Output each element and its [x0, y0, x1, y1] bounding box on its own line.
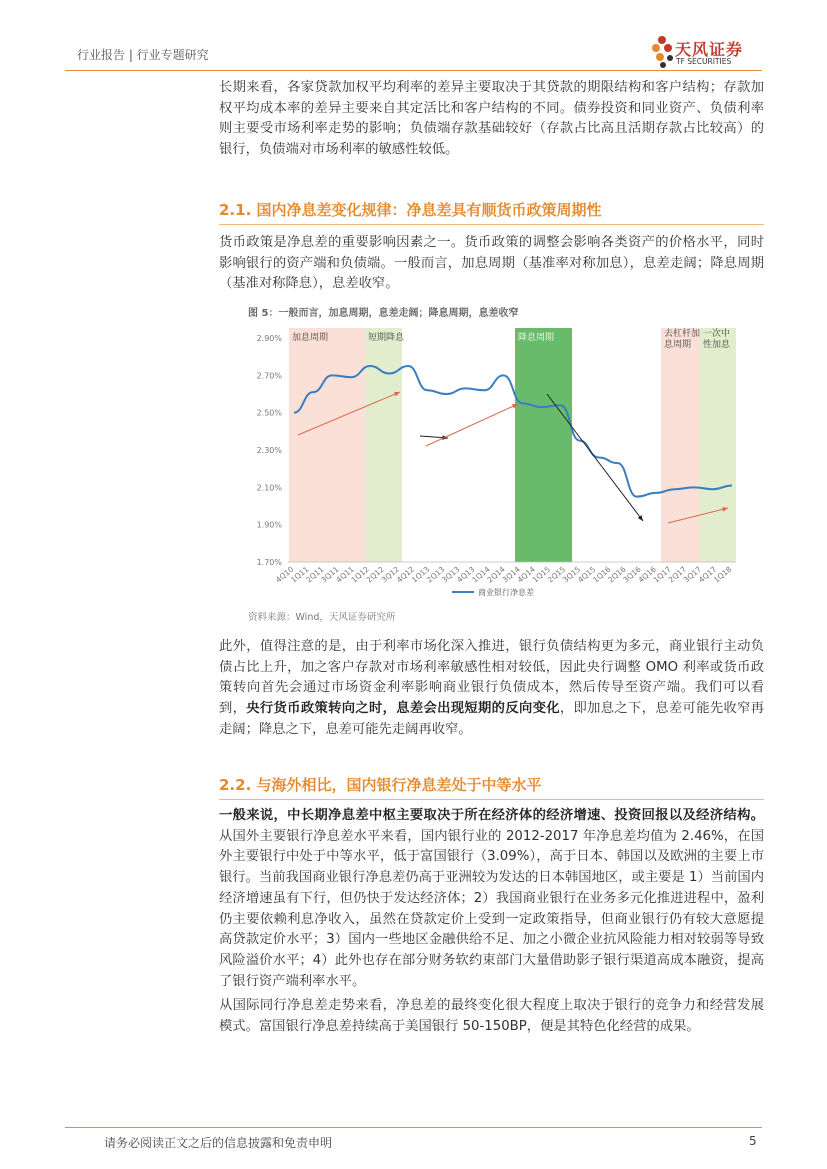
figure-title: 图 5：一般而言，加息周期，息差走阔；降息周期，息差收窄 — [248, 308, 519, 319]
figure-source: 资料来源：Wind，天风证券研究所 — [248, 612, 396, 623]
shaded-period-band — [661, 328, 700, 562]
shaded-period-band — [515, 328, 572, 562]
x-tick-label: 2Q17 — [666, 564, 688, 585]
x-tick-label: 3Q17 — [681, 564, 704, 585]
x-tick-label: 1Q18 — [712, 564, 734, 585]
shaded-period-label: 一次中 — [703, 329, 731, 339]
shaded-period-band — [365, 328, 402, 562]
shaded-period-band — [289, 328, 365, 562]
x-tick-label: 2Q16 — [606, 564, 628, 585]
x-tick-label: 2Q12 — [364, 564, 386, 585]
logo-subtitle: TF SECURITIES — [676, 57, 732, 66]
paragraph-1: 长期来看，各家贷款加权平均利率的差异主要取决于其贷款的期限结构和客户结构；存款加权平均成本率的差异主要来自其定活比和客户结构的不同。债券投资和同业资产、负债利率则主要受市场利率走势的影响；负债端存款基础较好（存款占比高且活期存款占比较高）的银行，负债端对市场利率的敏感性较低。 — [219, 80, 764, 158]
y-tick-label: 2.50% — [256, 408, 282, 418]
shaded-period-label: 去杠杆加 — [664, 329, 701, 339]
x-tick-label: 4Q15 — [576, 564, 598, 585]
legend-label: 商业银行净息差 — [478, 588, 534, 597]
logo-name: 天风证券 — [675, 40, 744, 59]
x-tick-label: 1Q15 — [530, 564, 553, 585]
footer-divider — [65, 1127, 762, 1128]
x-tick-label: 4Q12 — [394, 564, 417, 585]
shaded-period-label: 短期降息 — [368, 333, 405, 343]
paragraph-3 — [219, 637, 764, 741]
x-tick-label: 4Q14 — [515, 564, 537, 585]
nim-line-chart — [248, 318, 738, 613]
paragraph-5: 从国际同行净息差走势来看，净息差的最终变化很大程度上取决于银行的竞争力和经营发展模式。富国银行净息差持续高于美国银行 50-150BP，便是其特色化经营的成果。 — [219, 998, 764, 1034]
x-tick-label: 3Q15 — [560, 564, 583, 585]
paragraph-4-bold: 一般来说，中长期净息差中枢主要取决于所在经济体的经济增速、投资回报以及经济结构。 — [219, 808, 764, 823]
header-divider — [65, 70, 762, 71]
paragraph-4-rest: 从国外主要银行净息差水平来看，国内银行业的 2012-2017 年净息差均值为 2.46%，在国外主要银行中处于中等水平，低于富国银行（3.09%），高于日本、韩国以及欧洲的主要上市银行。当前我国商业银行净息差仍高于亚洲较为发达的日本韩国地区，或主要是 1）当前国内经济增速虽有下行，但仍快于发达经济体；2）我国商业银行在业务多元化推进进程中，盈利仍主要依赖利息净收入，虽然在贷款定价上受到一定政策指导，但商业银行仍有较大意愿提高贷款定价水平；3）国内一些地区金融供给不足、加之小微企业抗风险能力相对较弱等导致风险溢价水平；4）此外也存在部分财务软约束部门大量借助影子银行渠道高成本融资，提高了银行资产端利率水平。 — [219, 828, 764, 989]
y-tick-label: 1.70% — [256, 558, 282, 567]
header-left: 行业报告 | 行业专题研究 — [77, 48, 209, 62]
y-tick-label: 2.90% — [256, 334, 282, 343]
trend-arrow — [426, 404, 518, 446]
x-tick-label: 1Q12 — [349, 564, 371, 585]
x-tick-label: 3Q14 — [500, 564, 522, 585]
x-tick-label: 1Q14 — [470, 564, 492, 585]
y-tick-label: 2.70% — [256, 371, 282, 381]
paragraph-3-bold: 央行货币政策转向之时，息差会出现短期的反向变化 — [246, 701, 560, 717]
section-2-1-underline — [219, 224, 764, 225]
y-tick-label: 2.30% — [256, 446, 282, 455]
x-tick-label: 3Q16 — [621, 564, 643, 585]
x-tick-label: 1Q17 — [651, 564, 673, 585]
x-tick-label: 3Q12 — [379, 564, 402, 585]
x-tick-label: 3Q13 — [440, 564, 462, 585]
section-2-2-heading: 2.2. 与海外相比，国内银行净息差处于中等水平 — [219, 776, 542, 794]
trend-arrowhead — [638, 515, 643, 521]
shaded-period-label: 性加息 — [703, 340, 731, 350]
paragraph-3-a: 此外，值得注意的是，由于利率市场化深入推进，银行负债结构更为多元，商业银行主动负债占比上升，加之客户存款对市场利率敏感性相对较低，因此央行调整 OMO 利率或货币政策转向首先会通过市场资金利率影响商业银行负债成本，然后传导至资产端。我们可以看到， — [219, 639, 764, 717]
shaded-period-band — [700, 328, 736, 562]
x-tick-label: 2Q14 — [485, 564, 507, 585]
x-tick-label: 4Q13 — [455, 564, 477, 585]
shaded-period-label: 降息周期 — [518, 333, 555, 343]
x-tick-label: 4Q16 — [636, 564, 658, 585]
x-tick-label: 2Q13 — [425, 564, 447, 585]
page-number: 5 — [749, 1134, 757, 1148]
footer-disclaimer: 请务必阅读正文之后的信息披露和免责申明 — [104, 1136, 333, 1150]
x-tick-label: 1Q13 — [409, 564, 432, 585]
x-tick-label: 4Q17 — [696, 564, 719, 585]
y-tick-label: 2.10% — [256, 483, 282, 493]
section-2-1-heading: 2.1. 国内净息差变化规律：净息差具有顺货币政策周期性 — [219, 201, 602, 219]
x-tick-label: 4Q10 — [274, 564, 296, 585]
x-tick-label: 1Q11 — [289, 564, 311, 585]
x-tick-label: 1Q16 — [591, 564, 613, 585]
x-tick-label: 2Q15 — [545, 564, 568, 585]
x-tick-label: 3Q11 — [319, 564, 341, 585]
section-2-2-underline — [219, 799, 764, 800]
shaded-period-label: 息周期 — [664, 340, 692, 350]
x-tick-label: 2Q11 — [304, 564, 326, 585]
x-tick-label: 4Q11 — [334, 564, 356, 585]
y-tick-label: 1.90% — [256, 520, 282, 530]
paragraph-4 — [219, 806, 764, 992]
paragraph-2: 货币政策是净息差的重要影响因素之一。货币政策的调整会影响各类资产的价格水平，同时影响银行的资产端和负债端。一般而言，加息周期（基准率对称加息），息差走阔；降息周期（基准对称降息），息差收窄。 — [219, 235, 764, 292]
paragraph-3-c: ，即加息之下，息差可能先收窄再走阔；降息之下，息差可能先走阔再收窄。 — [219, 701, 765, 737]
shaded-period-label: 加息周期 — [292, 333, 329, 343]
